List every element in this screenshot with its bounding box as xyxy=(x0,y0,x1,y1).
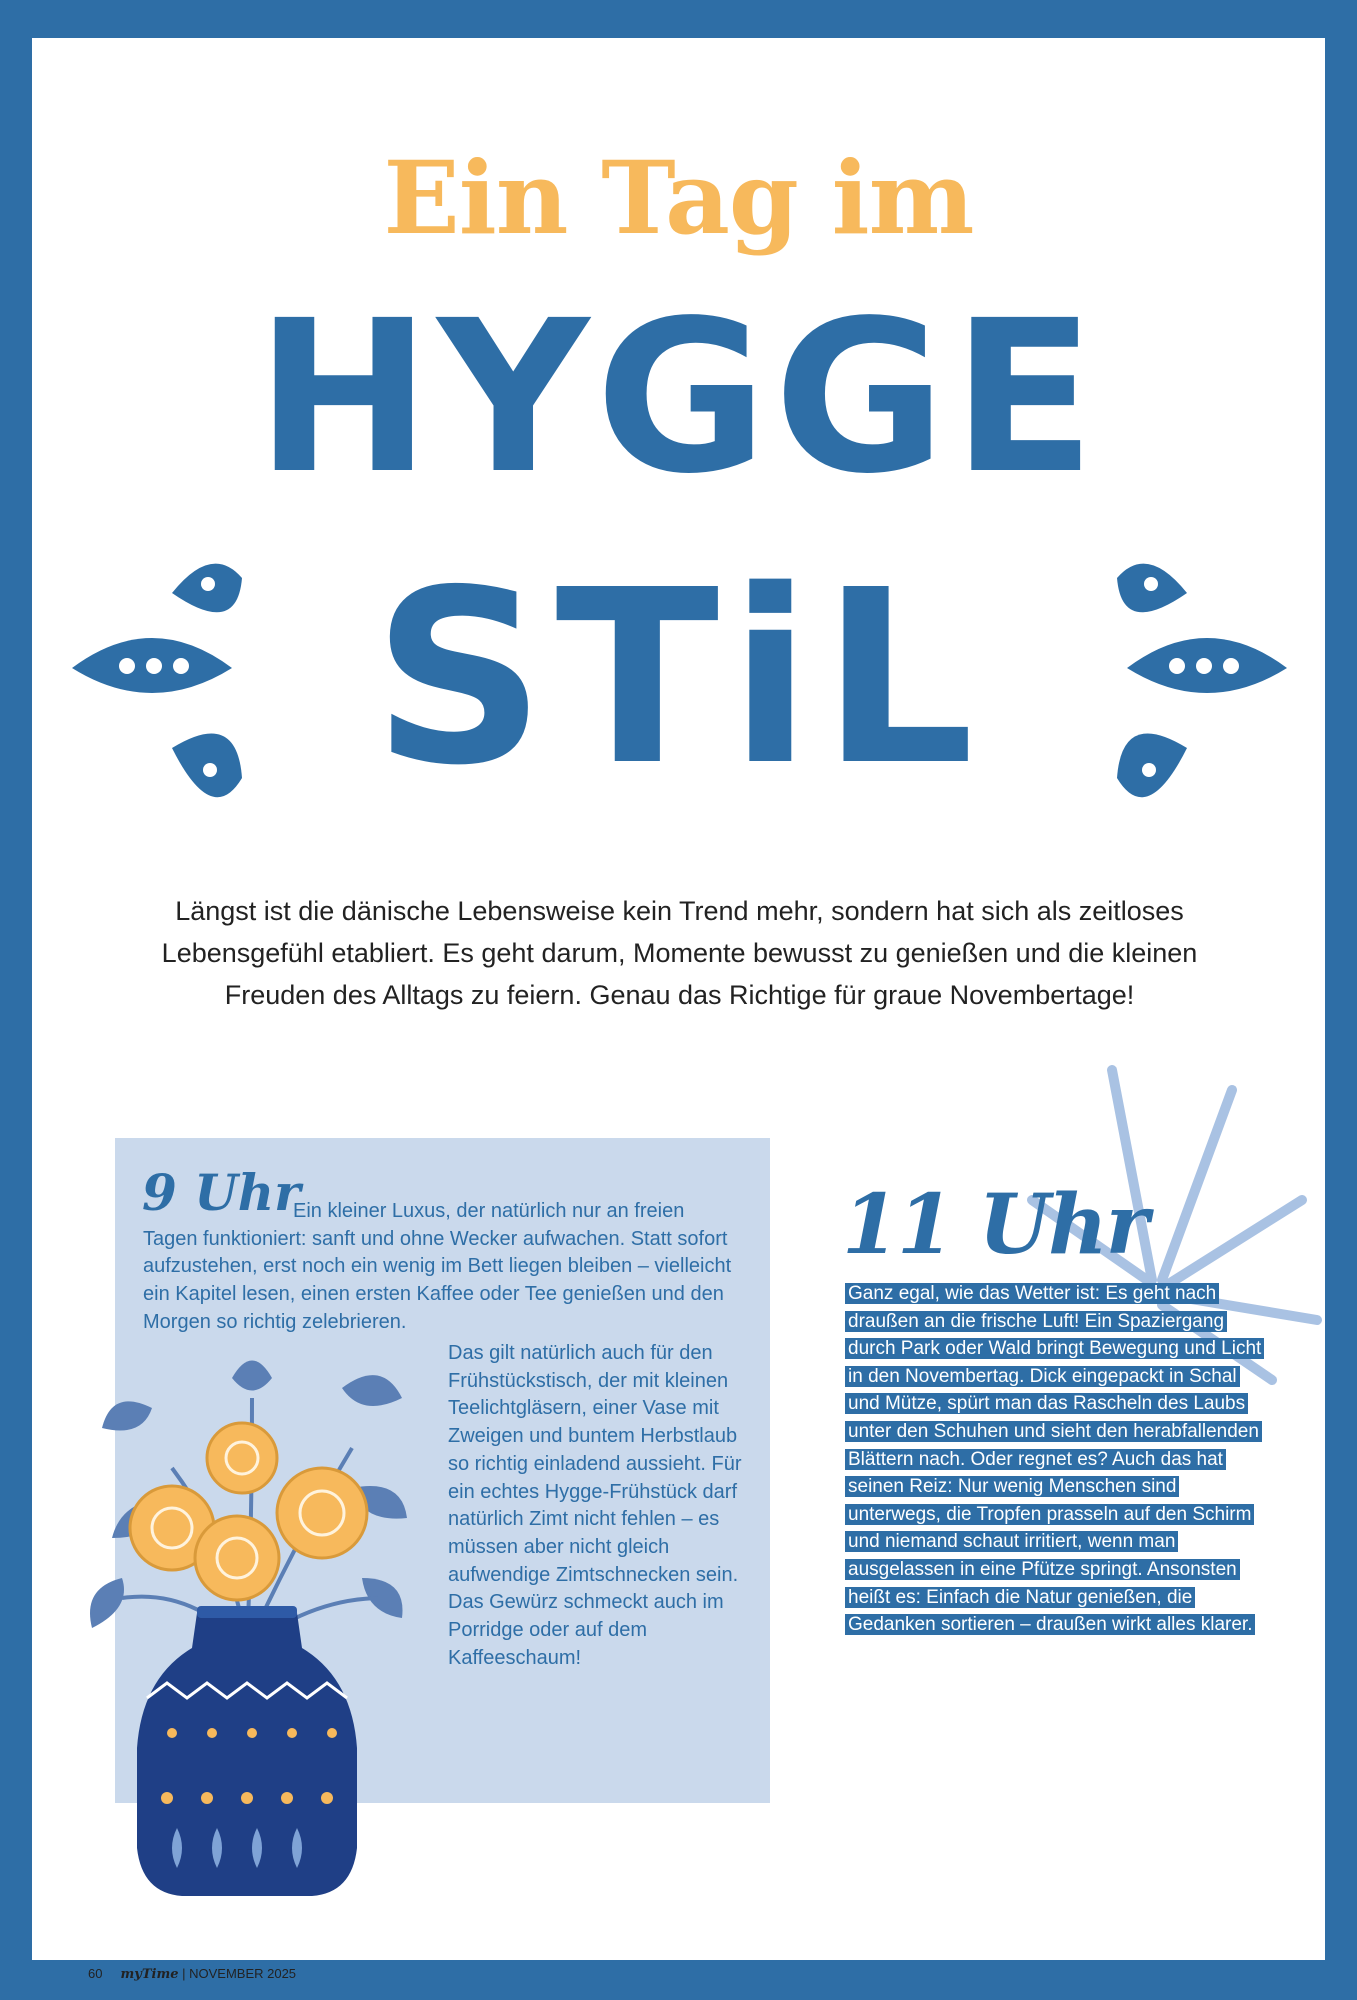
folk-leaf-icon xyxy=(1097,548,1297,848)
section-11-heading: 11 Uhr xyxy=(842,1177,1147,1273)
title-line-hygge: HYGGE xyxy=(255,275,1102,520)
brand-name: myTime xyxy=(120,1967,179,1982)
kicker-title: Ein Tag im xyxy=(383,139,974,257)
page-number: 60 xyxy=(88,1966,103,1981)
magazine-page xyxy=(32,38,1325,1982)
section-9-text-top: Ein kleiner Luxus, der natürlich nur an freien Tagen funktioniert: sanft und ohne Wecker aufwachen. Statt sofort aufzustehen, erst noch ein wenig im Bett liegen bleiben – vielleicht ein Kapitel lesen, einen ersten Kaffee oder Tee genießen und den Morgen so richtig zelebrieren. xyxy=(143,1200,732,1333)
issue-label: | NOVEMBER 2025 xyxy=(182,1966,297,1981)
flower-vase-illustration xyxy=(82,1348,412,1908)
section-9-heading: 9 Uhr xyxy=(142,1163,301,1222)
section-9-text-side: Das gilt natürlich auch für den Frühstückstisch, der mit kleinen Teelichtgläsern, einer Vase mit Zweigen und buntem Herbstlaub so richtig einladend aussieht. Für ein echtes Hygge-Frühstück darf natürlich Zimt nicht fehlen – es müssen aber nicht gleich aufwendige Zimtschnecken sein. Das Gewürz schmeckt auch im Porridge oder auf dem Kaffeeschaum! xyxy=(448,1342,742,1669)
section-11-text-block xyxy=(845,1280,1265,1639)
section-11-text: Ganz egal, wie das Wetter ist: Es geht nach draußen an die frische Luft! Ein Spaziergang durch Park oder Wald bringt Bewegung und Licht in den Novembertag. Dick eingepackt in Schal und Mütze, spürt man das Rascheln des Laubs unter den Schuhen und sieht den herabfallenden Blättern nach. Oder regnet es? Auch das hat seinen Reiz: Nur wenig Menschen sind unterwegs, die Tropfen prasseln auf den Schirm und niemand schaut irritiert, wenn man ausgelassen in eine Pfütze springt. Ansonsten heißt es: Einfach die Natur genießen, die Gedanken sortieren – draußen wirkt alles klarer. xyxy=(845,1283,1264,1635)
intro-paragraph: Längst ist die dänische Lebensweise kein Trend mehr, sondern hat sich als zeitloses Lebensgefühl etabliert. Es geht darum, Momente bewusst zu genießen und die kleinen Freuden des Alltags zu feiern. Genau das Richtige für graue Novembertage! xyxy=(161,896,1198,1010)
title-line-stil: STiL xyxy=(372,538,985,818)
footer-folio xyxy=(88,1966,296,1982)
